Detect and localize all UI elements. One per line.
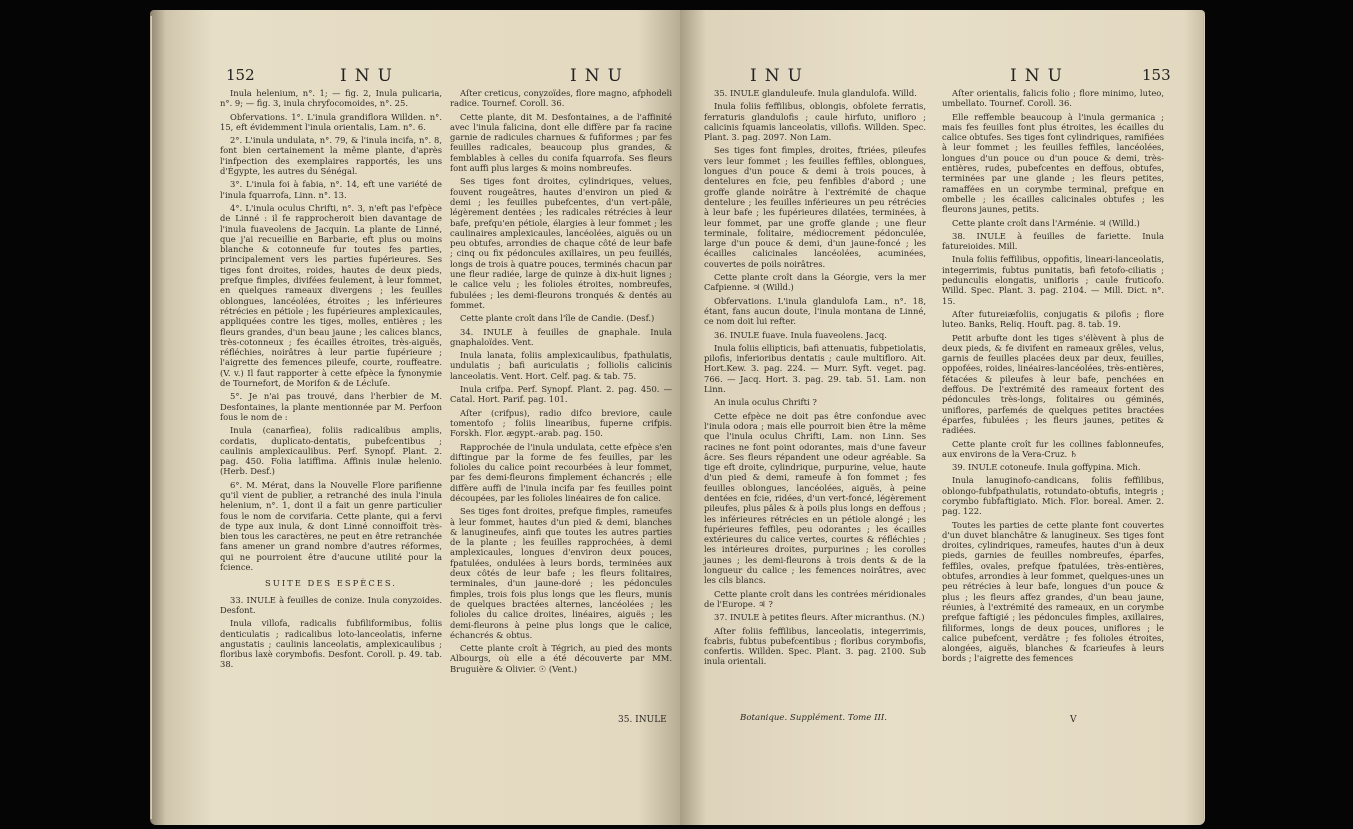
paragraph: An inula oculus Chrifti ? [714, 397, 817, 408]
paragraph: Toutes les parties de cette plante font couvertes d'un duvet blanchâtre & lanugineux. Ses tiges font droites, cylindriques, rameufes, hautes d'un à deux pieds, garnies de feuilles nombreufes, éparfes, feffiles, ovales, prefque fpatulées, très-entières, obtufes, arrondies à leur fommet, quelques-unes un peu rétrécies à leur bafe, longues d'un pouce & plus ; les fleurs affez grandes, d'un beau jaune, réunies, à l'extrémité des rameaux, en un corymbe prefque faftigié ; les pédoncules fimples, axillaires, filiformes, longs de deux pouces, uniflores ; le calice pubefcent, verdâtre ; fes folioles étroites, alongées, aiguës, blanches & fcarieufes à leurs bords ; l'aigrette des femences [942, 519, 1164, 664]
paragraph: 38. INULE à feuilles de fariette. Inula fatureioides. Mill. [942, 230, 1164, 252]
paragraph: Inula foliis feffilibus, oblongis, obfolete ferratis, ferraturis glandulofis ; caule hirfuto, unifloro ; calicinis fquamis lanceolatis, villofis. Willden. Spec. Plant. 3. pag. 2097. Non Lam. [704, 101, 926, 143]
paragraph: Aſter futureiæfoliis, conjugatis & pilofis ; flore luteo. Banks, Reliq. Houft. pag. 8. tab. 19. [942, 308, 1164, 330]
paragraph: Cette plante croît fur les collines fablonneufes, aux environs de la Vera-Cruz. ♄ [942, 438, 1164, 459]
paragraph: Aſter (crifpus), radio difco breviore, caule tomentofo ; foliis linearibus, fuperne crifpis. Forskh. Flor. ægypt.-arab. pag. 150. [450, 407, 672, 439]
volume-footer: Botanique. Supplément. Tome III. [740, 713, 887, 723]
right-running-head-right: INU [1010, 66, 1070, 86]
paragraph: 3°. L'inula foi à fabia, n°. 14, eft une variété de l'inula fquarrofa, Linn. n°. 13. [220, 179, 442, 200]
paragraph: Cette plante croît à Tégrich, au pied des monts Albourgs, où elle a été découverte par MM. Bruguière & Olivier. ☉ (Vent.) [450, 643, 672, 674]
paragraph: Rapprochée de l'inula undulata, cette efpèce s'en diftingue par la forme de fes feuilles, par les folioles du calice point recourbées à leur fommet, par fes demi-fleurons fimplement échancrés ; elle diffère auffi de l'inula incifa par fes feuilles point découpées, par les folioles linéaires de fon calice. [450, 441, 672, 503]
right-running-head-left: INU [750, 66, 810, 86]
open-book [150, 10, 1205, 825]
paragraph: 37. INULE à petites fleurs. Aſter micranthus. (N.) [714, 612, 925, 623]
paragraph: 34. INULE à feuilles de gnaphale. Inula gnaphaloïdes. Vent. [450, 326, 672, 347]
paragraph: Cette plante croît dans l'île de Candie. (Desf.) [460, 313, 655, 324]
paragraph: Inula lanuginofo-candicans, foliis feffilibus, oblongo-fubfpathulatis, rotundato-obtufis, integris ; corymbo fubfaftigiato. Mich. Flor. boreal. Amer. 2. pag. 122. [942, 475, 1164, 517]
paragraph: Elle reffemble beaucoup à l'inula germanica ; mais fes feuilles font plus étroites, les écailles du calice obtufes. Ses tiges font cylindriques, ramifiées à leur fommet ; les feuilles feffiles, lancéolées, longues d'un pouce ou d'un pouce & demi, très-entières, rudes, pubefcentes en deffous, obtufes, terminées par une glande ; les fleurs petites, ramaffées en un corymbe terminal, prefque en ombelle ; les écailles calicinales obtufes ; les fleurons jaunes, petits. [942, 111, 1164, 215]
paragraph: Cette plante croît dans l'Arménie. ♃ (Willd.) [952, 217, 1140, 228]
left-page-number: 152 [226, 66, 255, 84]
paragraph: Cette efpèce ne doit pas être confondue avec l'inula odora ; mais elle pourroit bien être la même que l'inula oculus Chrifti, Lam. non Linn. Ses racines ne font point odorantes, mais d'une faveur âcre. Ses fleurs répandent une odeur agréable. Sa tige eft droite, cylindrique, purpurine, velue, haute d'un pied & demi, rameufe à fon fommet ; fes feuilles oblongues, lancéolées, aiguës, à peine dentées en fcie, ridées, d'un vert-foncé, légèrement pileufes, plus pâles & à poils plus longs en deffous ; les inférieures rétrécies en un pétiole alongé ; les fupérieures feffiles, peu odorantes ; les écailles extérieures du calice vertes, courtes & réfléchies ; les intérieures droites, purpurines ; les corolles jaunes ; les demi-fleurons à trois dents & de la longueur du calice ; les femences noirâtres, avec les cils blancs. [704, 410, 926, 586]
paragraph: 39. INULE cotoneufe. Inula goffypina. Mich. [952, 462, 1141, 473]
left-page-edges [150, 16, 152, 819]
paragraph: Cette plante, dit M. Desfontaines, a de l'affinité avec l'inula falicina, dont elle diffère par fa racine garnie de radicules charnues & fufiformes ; par fes feuilles radicales, beaucoup plus grandes, & femblables à celles du conifa fquarrofa. Ses fleurs font auffi plus larges & moins nombreufes. [450, 111, 672, 174]
paragraph: Inula crifpa. Perf. Synopf. Plant. 2. pag. 450. — Catal. Hort. Parif. pag. 101. [450, 384, 672, 405]
paragraph: Aſter foliis feffilibus, lanceolatis, integerrimis, fcabris, fubtus pubefcentibus ; floribus corymbofis, confertis. Willden. Spec. Plant. 3. pag. 2100. Sub inula orientali. [704, 625, 926, 667]
paragraph: 35. INULE glanduleufe. Inula glandulofa. Willd. [714, 88, 917, 98]
paragraph: Petit arbufte dont les tiges s'élèvent à plus de deux pieds, & fe divifent en rameaux grêles, velus, garnis de feuilles placées deux par deux, feuilles, oppofées, roides, linéaires-lancéolées, très-entières, fétacées & pileufes à leur bafe, penchées en deffous. De l'extrémité des rameaux fortent des pédoncules très-longs, folitaires ou géminés, uniflores, parfemés de quelques petites bractées éparfes, fubulées ; les fleurs jaunes, petites & radiées. [942, 332, 1164, 436]
right-column-1 [704, 88, 926, 670]
left-column-2 [450, 88, 672, 677]
left-catchword: 35. INULE [618, 715, 667, 725]
paragraph: Aſter creticus, conyzoïdes, flore magno, afphodeli radice. Tournef. Coroll. 36. [450, 88, 672, 109]
left-running-head-left: INU [340, 66, 400, 86]
paragraph: Ses tiges font droites, cylindriques, velues, fouvent rougeâtres, hautes d'environ un pied & demi ; les feuilles pubefcentes, d'un vert-pâle, légèrement dentées ; les radicales rétrécies à leur bafe, prefqu'en pétiole, élargies à leur fommet ; les caulinaires amplexicaules, lancéolées, aiguës ou un peu obtufes, arrondies de chaque côté de leur bafe ; cinq ou fix pédoncules axillaires, un peu feuillés, longs de trois à quatre pouces, terminés chacun par une fleur radiée, large de quinze à dix-huit lignes ; le calice velu ; les folioles étroites, nombreufes, fubulées ; les demi-fleurons tronqués & dentés au fommet. [450, 176, 672, 310]
paragraph: SUITE DES ESPÈCES. [265, 578, 397, 589]
paragraph: Inula foliis ellipticis, bafi attenuatis, fubpetiolatis, pilofis, inferioribus dentatis ; caule multifloro. Ait. Hort.Kew. 3. pag. 224. — Murr. Syft. veget. pag. 766. — Jacq. Hort. 3. pag. 29. tab. 51. Lam. non Linn. [704, 342, 926, 395]
paragraph: 4°. L'inula oculus Chrifti, n°. 3, n'eft pas l'efpèce de Linné : il fe rapprocheroit bien davantage de l'inula fuaveolens de Jacquin. La plante de Linné, que j'ai recueillie en Barbarie, eft plus ou moins blanche & cotonneufe fur toutes fes parties, principalement vers les parties fupérieures. Ses tiges font droites, roides, hautes de deux pieds, prefque fimples, divifées feulement, à leur fommet, en quelques rameaux divergens ; les feuilles oblongues, lancéolées, étroites ; les inférieures rétrécies en pétiole ; les fupérieures amplexicaules, appliquées contre les tiges, molles, entières ; les fleurs grandes, d'un beau jaune ; les calices blancs, très-cotonneux ; fes écailles étroites, très-aiguës, réfléchies, noirâtres à leur partie fupérieure ; l'aigrette des femences pileufe, courte, rouffeatre. (V. v.) Il faut rapporter à cette efpèce la fynonymie de Tournefort, de Morifon & de Lécluſe. [220, 202, 442, 389]
paragraph: Ses tiges font fimples, droites, ftriées, pileufes vers leur fommet ; les feuilles feffiles, oblongues, longues d'un pouce & demi à trois pouces, à dentelures en fcie, peu fenfibles d'abord ; une groffe glande noirâtre à l'extrémité de chaque dentelure ; les feuilles inférieures un peu rétrécies à leur bafe ; les fupérieures dilatées, terminées, à leur fommet, par une groffe glande ; une fleur terminale, folitaire, médiocrement pédonculée, large d'un pouce & demi, d'un jaune-foncé ; les écailles calicinales lancéolées, acuminées, couvertes de poils noirâtres. [704, 145, 926, 269]
right-column-2 [942, 88, 1164, 667]
paragraph: Ses tiges font droites, prefque fimples, rameufes à leur fommet, hautes d'un pied & demi, blanches & lanugineufes, ainfi que toutes les autres parties de la plante ; les feuilles rapprochées, à demi amplexicaules, longues d'environ deux pouces, fpatulées, ondulées à leurs bords, terminées aux deux côtés de leur bafe ; les fleurs folitaires, terminales, d'un jaune-doré ; les pédoncules fimples, trois fois plus longs que les fleurs, munis de quelques bractées alternes, lancéolées ; les folioles du calice droites, linéaires, aiguës ; les demi-fleurons à peine plus longs que le calice, échancrés & obtus. [450, 506, 672, 640]
signature-mark: V [1070, 715, 1077, 725]
right-page-number: 153 [1142, 66, 1171, 84]
paragraph: Cette plante croît dans la Géorgie, vers la mer Cafpienne. ♃ (Willd.) [704, 272, 926, 293]
paragraph: Inula villofa, radicalis fubfiliformibus, foliis denticulatis ; radicalibus loto-lanceolatis, inferne angustatis ; caulinis lanceolatis, amplexicaulibus ; floribus laxè corymbofis. Desfont. Coroll. p. 49. tab. 38. [220, 618, 442, 670]
paragraph: Inula foliis feffilibus, oppofitis, lineari-lanceolatis, integerrimis, fubtus punitatis, bafi fetofo-ciliatis ; pedunculis elongatis, unifloris ; caule fruticofo. Willd. Spec. Plant. 3. pag. 2104. — Mill. Dict. n°. 15. [942, 254, 1164, 306]
paragraph: 36. INULE fuave. Inula fuaveolens. Jacq. [714, 329, 887, 340]
paragraph: Aſter orientalis, falicis folio ; flore minimo, luteo, umbellato. Tournef. Coroll. 36. [942, 88, 1164, 109]
paragraph: Obfervations. L'inula glandulofa Lam., n°. 18, étant, fans aucun doute, l'inula montana de Linné, ce nom doit lui refter. [704, 295, 926, 327]
paragraph: Inula helenium, n°. 1; — fig. 2, Inula pulicaria, n°. 9; — fig. 3, inula chryfocomoides, n°. 25. [220, 88, 442, 109]
left-running-head-right: INU [570, 66, 630, 86]
paragraph: 5°. Je n'ai pas trouvé, dans l'herbier de M. Desfontaines, la plante mentionnée par M. Perfoon fous le nom de : [220, 391, 442, 422]
right-page [680, 10, 1205, 825]
paragraph: Cette plante croît dans les contrées méridionales de l'Europe. ♃ ? [704, 588, 926, 609]
paragraph: 6°. M. Mérat, dans la Nouvelle Flore parifienne qu'il vient de publier, a retranché des inula l'inula helenium, n°. 1, dont il a fait un genre particulier fous le nom de corvifaria. Cette plante, qui a fervi de type aux inula, & dont Linné connoiffoit très-bien tous les caractères, ne peut en être retranchée fans amener un grand nombre d'autres réformes, qui ne pourroient être d'aucune utilité pour la fcience. [220, 479, 442, 573]
paragraph: Inula lanata, foliis amplexicaulibus, fpathulatis, undulatis ; bafi auriculatis ; folliolis calicinis lanceolatis. Vent. Hort. Celf. pag. & tab. 75. [450, 350, 672, 381]
paragraph: Inula (canarfiea), foliis radicalibus amplis, cordatis, duplicato-dentatis, pubefcentibus ; caulinis amplexicaulibus. Perf. Synopf. Plant. 2. pag. 450. Folia latiffima. Affinis inulæ helenio. (Herb. Desf.) [220, 425, 442, 477]
left-column-1 [220, 88, 442, 673]
left-page [150, 10, 680, 825]
paragraph: 2°. L'inula undulata, n°. 79, & l'inula incifa, n°. 8, font bien certainement la même plante, d'après l'infpection des exemplaires rapportés, les uns d'Égypte, les autres du Sénégal. [220, 135, 442, 177]
right-page-edges [1203, 16, 1205, 819]
paragraph: Obfervations. 1°. L'inula grandiflora Willden. n°. 15, eft évidemment l'inula orientalis, Lam. n°. 6. [220, 111, 442, 132]
paragraph: 33. INULE à feuilles de conize. Inula conyzoides. Desfont. [220, 594, 442, 615]
